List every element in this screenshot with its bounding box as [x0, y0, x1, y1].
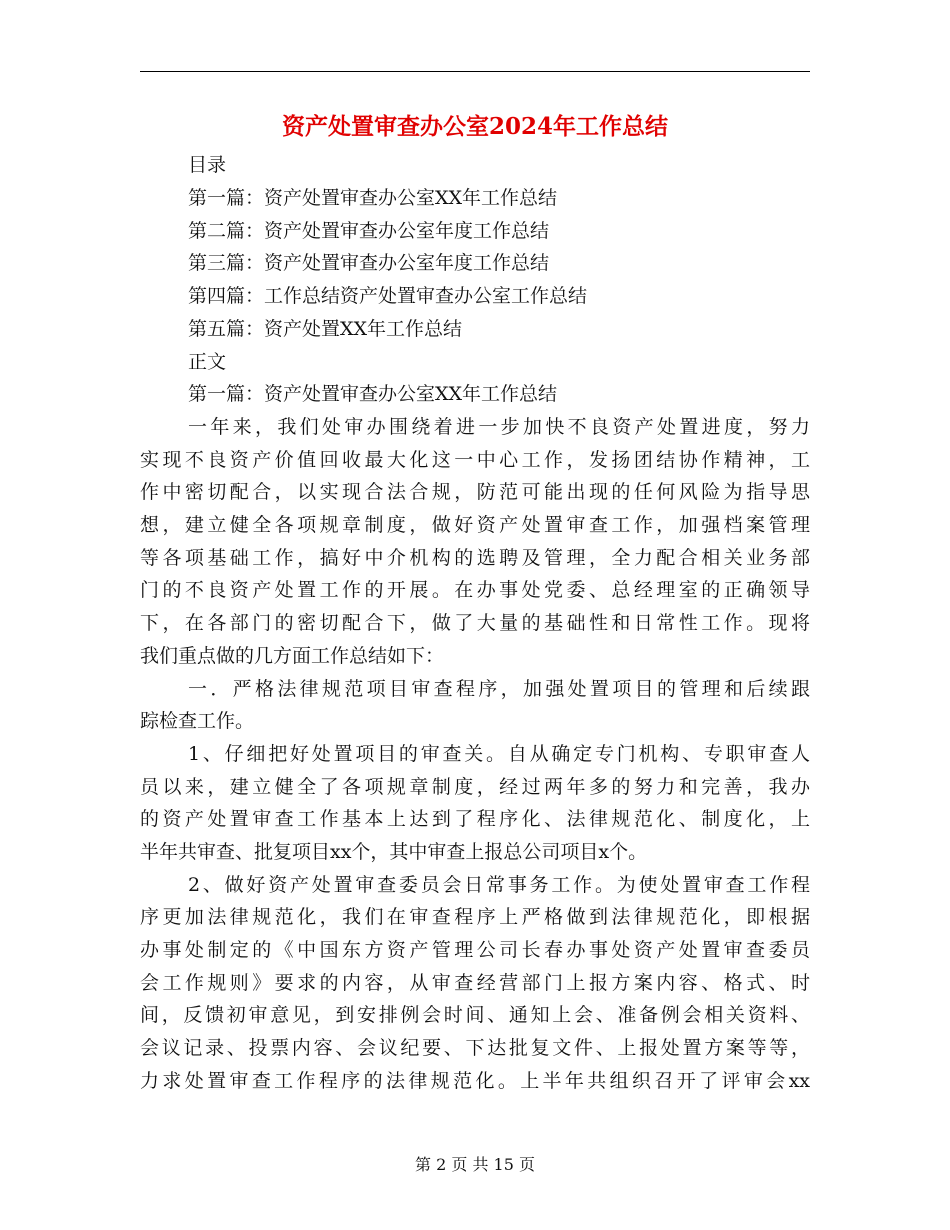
- paragraph-line: 一．严格法律规范项目审查程序，加强处置项目的管理和后续跟: [188, 678, 810, 700]
- paragraph-line: 会工作规则》要求的内容，从审查经营部门上报方案内容、格式、时: [140, 972, 810, 994]
- paragraph-line: 作中密切配合，以实现合法合规，防范可能出现的任何风险为指导思: [140, 481, 810, 503]
- paragraph-line: 员以来，建立健全了各项规章制度，经过两年多的努力和完善，我办: [140, 776, 810, 798]
- section-title: 第一篇：资产处置审查办公室XX年工作总结: [188, 383, 558, 405]
- paragraph-line: 序更加法律规范化，我们在审查程序上严格做到法律规范化，即根据: [140, 906, 810, 928]
- toc-item: 第二篇：资产处置审查办公室年度工作总结: [188, 220, 550, 242]
- paragraph-line: 踪检查工作。: [140, 710, 255, 732]
- paragraph-line: 等各项基础工作，搞好中介机构的选聘及管理，全力配合相关业务部: [140, 547, 810, 569]
- paragraph-line: 实现不良资产价值回收最大化这一中心工作，发扬团结协作精神，工: [140, 449, 810, 471]
- toc-item: 第一篇：资产处置审查办公室XX年工作总结: [188, 187, 558, 209]
- paragraph-line: 半年共审查、批复项目xx个，其中审查上报总公司项目x个。: [140, 841, 648, 863]
- toc-heading: 目录: [188, 154, 227, 176]
- paragraph-line: 2、做好资产处置审查委员会日常事务工作。为使处置审查工作程: [188, 874, 810, 896]
- toc-item: 第四篇：工作总结资产处置审查办公室工作总结: [188, 285, 588, 307]
- paragraph-line: 门的不良资产处置工作的开展。在办事处党委、总经理室的正确领导: [140, 579, 810, 601]
- body-heading: 正文: [188, 351, 227, 373]
- document-title: 资产处置审查办公室2024年工作总结: [281, 113, 668, 140]
- toc-item: 第五篇：资产处置XX年工作总结: [188, 318, 463, 340]
- paragraph-line: 间，反馈初审意见，到安排例会时间、通知上会、准备例会相关资料、: [140, 1004, 810, 1026]
- toc-item: 第三篇：资产处置审查办公室年度工作总结: [188, 252, 550, 274]
- paragraph-line: 会议记录、投票内容、会议纪要、下达批复文件、上报处置方案等等，: [140, 1037, 810, 1059]
- page-footer: 第 2 页 共 15 页: [415, 1155, 535, 1174]
- paragraph-line: 一年来，我们处审办围绕着进一步加快不良资产处置进度，努力: [188, 416, 810, 438]
- paragraph-line: 的资产处置审查工作基本上达到了程序化、法律规范化、制度化，上: [140, 808, 810, 830]
- header-rule: [140, 71, 810, 72]
- paragraph-line: 下，在各部门的密切配合下，做了大量的基础性和日常性工作。现将: [140, 612, 810, 634]
- paragraph-line: 我们重点做的几方面工作总结如下：: [140, 645, 445, 667]
- paragraph-line: 力求处置审查工作程序的法律规范化。上半年共组织召开了评审会xx: [140, 1070, 810, 1092]
- paragraph-line: 想，建立健全各项规章制度，做好资产处置审查工作，加强档案管理: [140, 514, 810, 536]
- paragraph-line: 1、仔细把好处置项目的审查关。自从确定专门机构、专职审查人: [188, 743, 810, 765]
- paragraph-line: 办事处制定的《中国东方资产管理公司长春办事处资产处置审查委员: [140, 939, 810, 961]
